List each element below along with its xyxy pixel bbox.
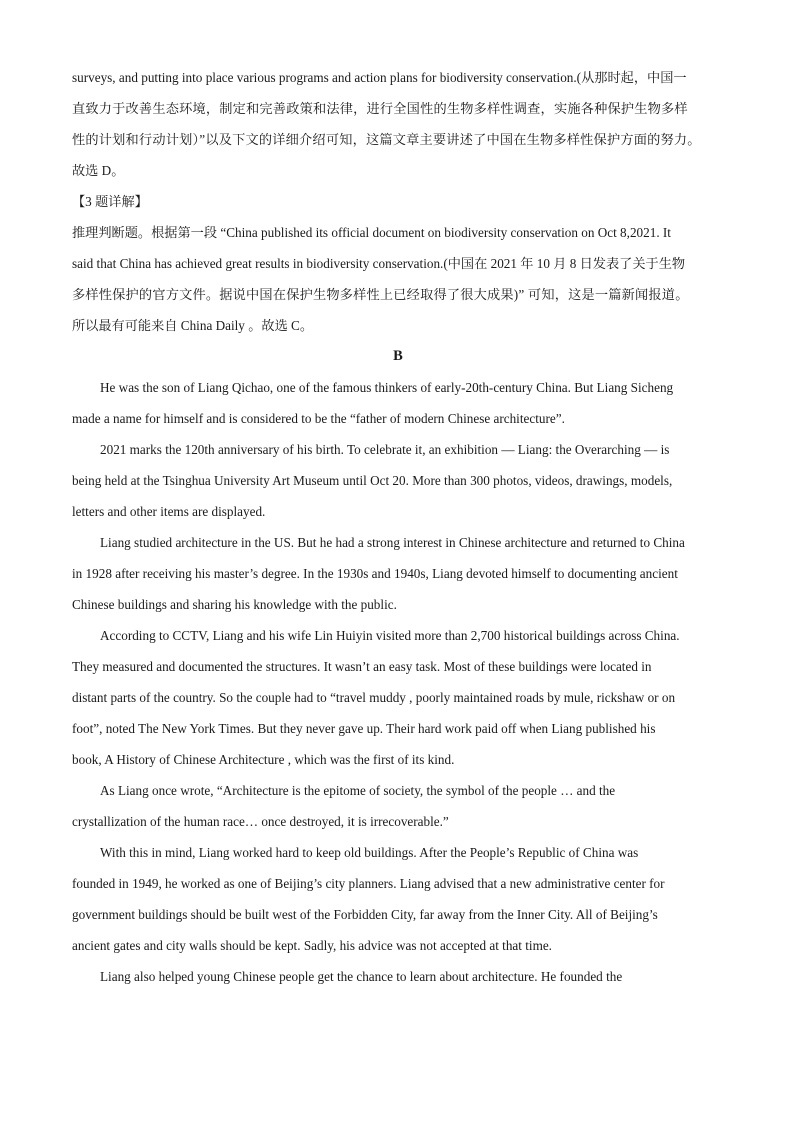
text-line: Liang studied architecture in the US. But he had a strong interest in Chinese architecture and returned to China bbox=[100, 535, 685, 550]
text-line: surveys, and putting into place various programs and action plans for biodiversity conservation.(从那时起，中国一 bbox=[72, 70, 687, 85]
text-line: letters and other items are displayed. bbox=[72, 504, 266, 519]
text-line: government buildings should be built west of the Forbidden City, far away from the Inner City. All of Beijing’s bbox=[72, 907, 658, 922]
text-line: being held at the Tsinghua University Art Museum until Oct 20. More than 300 photos, videos, drawings, models, bbox=[72, 473, 673, 488]
text-line: According to CCTV, Liang and his wife Lin Huiyin visited more than 2,700 historical buildings across China. bbox=[100, 628, 680, 643]
passage-heading: B bbox=[393, 348, 403, 364]
paragraph-7 bbox=[72, 961, 724, 992]
text-line: founded in 1949, he worked as one of Beijing’s city planners. Liang advised that a new administrative center for bbox=[72, 876, 665, 891]
text-line: in 1928 after receiving his master’s degree. In the 1930s and 1940s, Liang devoted himself to documenting ancient bbox=[72, 566, 678, 581]
text-line: 多样性保护的官方文件。据说中国在保护生物多样性上已经取得了很大成果)” 可知，这是一篇新闻报道。 bbox=[72, 287, 689, 302]
text-line: said that China has achieved great results in biodiversity conservation.(中国在 2021 年 10 月 8 日发表了关于生物 bbox=[72, 256, 686, 271]
text-line: 2021 marks the 120th anniversary of his birth. To celebrate it, an exhibition — Liang: the Overarching — is bbox=[100, 442, 670, 457]
explanation-question-2 bbox=[72, 62, 724, 186]
text-line: 直致力于改善生态环境，制定和完善政策和法律，进行全国性的生物多样性调查，实施各种保护生物多样 bbox=[72, 101, 688, 116]
text-line: crystallization of the human race… once destroyed, it is irrecoverable.” bbox=[72, 814, 449, 829]
explanation-question-3 bbox=[72, 186, 724, 341]
paragraph-2 bbox=[72, 434, 724, 527]
section-title: 【3 题详解】 bbox=[72, 194, 148, 209]
text-line: 所以最有可能来自 China Daily 。故选 C。 bbox=[72, 318, 314, 333]
paragraph-1 bbox=[72, 372, 724, 434]
paragraph-5 bbox=[72, 775, 724, 837]
text-line: They measured and documented the structures. It wasn’t an easy task. Most of these buildings were located in bbox=[72, 659, 652, 674]
text-line: 性的计划和行动计划）”以及下文的详细介绍可知，这篇文章主要讲述了中国在生物多样性保护方面的努力。 bbox=[72, 132, 701, 147]
passage-body bbox=[72, 372, 724, 992]
text-line: 故选 D。 bbox=[72, 163, 125, 178]
text-line: made a name for himself and is considered to be the “father of modern Chinese architecture”. bbox=[72, 411, 565, 426]
text-line: 推理判断题。根据第一段 “China published its official document on biodiversity conservation on Oct 8,2021. It bbox=[72, 225, 671, 240]
text-line: book, A History of Chinese Architecture , which was the first of its kind. bbox=[72, 752, 455, 767]
text-line: As Liang once wrote, “Architecture is the epitome of society, the symbol of the people … and the bbox=[100, 783, 616, 798]
text-line: Liang also helped young Chinese people get the chance to learn about architecture. He founded the bbox=[100, 969, 623, 984]
paragraph-3 bbox=[72, 527, 724, 620]
paragraph-4 bbox=[72, 620, 724, 775]
paragraph-6 bbox=[72, 837, 724, 961]
text-line: He was the son of Liang Qichao, one of the famous thinkers of early-20th-century China. But Liang Sicheng bbox=[100, 380, 674, 395]
text-line: With this in mind, Liang worked hard to keep old buildings. After the People’s Republic of China was bbox=[100, 845, 639, 860]
document-page bbox=[72, 62, 724, 992]
text-line: Chinese buildings and sharing his knowledge with the public. bbox=[72, 597, 397, 612]
text-line: foot”, noted The New York Times. But they never gave up. Their hard work paid off when Liang published his bbox=[72, 721, 656, 736]
text-line: distant parts of the country. So the couple had to “travel muddy , poorly maintained roads by mule, rickshaw or on bbox=[72, 690, 676, 705]
text-line: ancient gates and city walls should be kept. Sadly, his advice was not accepted at that time. bbox=[72, 938, 552, 953]
